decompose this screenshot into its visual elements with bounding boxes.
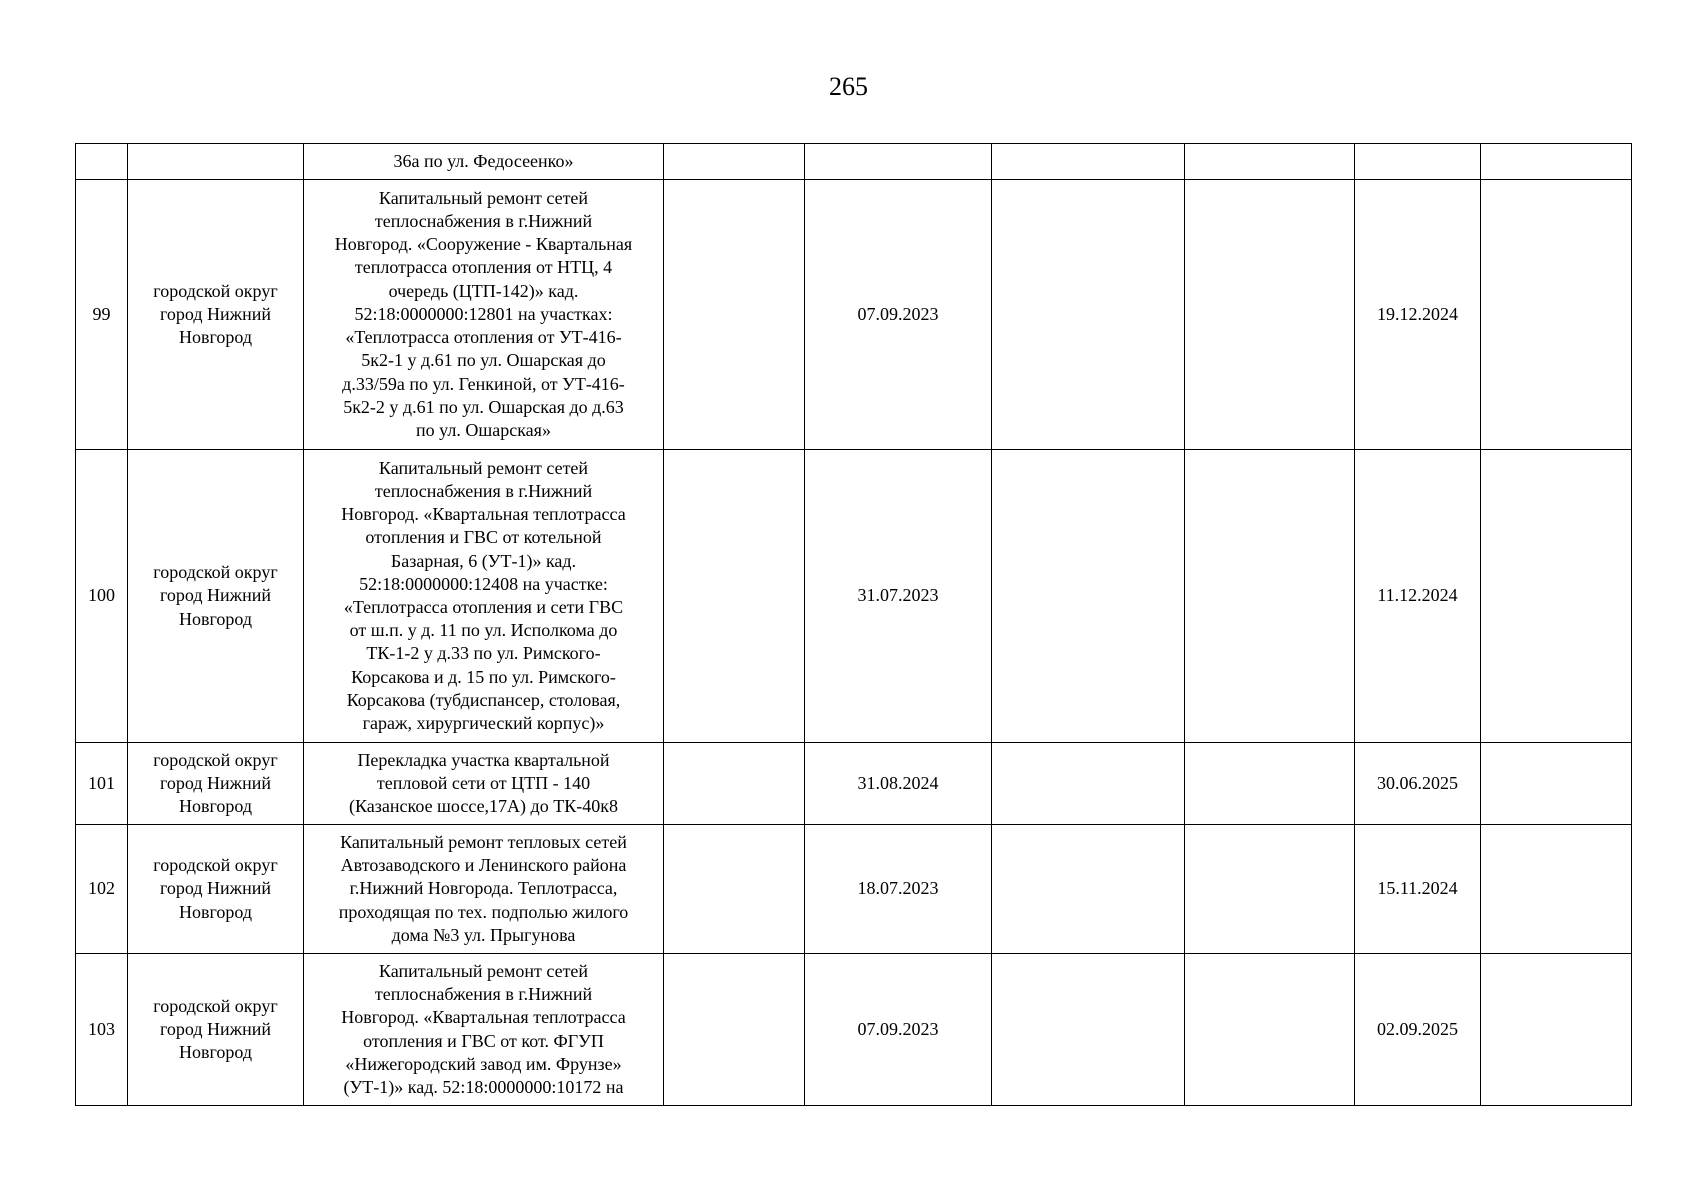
empty-cell	[1185, 180, 1355, 450]
empty-cell	[1185, 450, 1355, 743]
empty-cell	[1481, 144, 1632, 180]
description-cell: 36а по ул. Федосеенко»	[304, 144, 664, 180]
row-number-cell: 99	[76, 180, 128, 450]
empty-cell	[1481, 450, 1632, 743]
start-date-cell: 07.09.2023	[805, 180, 992, 450]
empty-cell	[664, 954, 805, 1106]
start-date-cell: 18.07.2023	[805, 825, 992, 954]
empty-cell	[664, 180, 805, 450]
empty-cell	[992, 743, 1185, 825]
table-row	[76, 825, 1632, 954]
row-number-cell: 103	[76, 954, 128, 1106]
table-row	[76, 180, 1632, 450]
empty-cell	[1481, 954, 1632, 1106]
start-date-cell: 31.07.2023	[805, 450, 992, 743]
table-row	[76, 144, 1632, 180]
end-date-cell: 15.11.2024	[1355, 825, 1481, 954]
empty-cell	[1185, 743, 1355, 825]
start-date-cell: 07.09.2023	[805, 954, 992, 1106]
end-date-cell: 19.12.2024	[1355, 180, 1481, 450]
region-cell: городской округ город Нижний Новгород	[128, 450, 304, 743]
page-number: 265	[829, 72, 868, 101]
empty-cell	[1185, 825, 1355, 954]
table-row	[76, 743, 1632, 825]
row-number-cell: 102	[76, 825, 128, 954]
empty-cell	[992, 954, 1185, 1106]
empty-cell	[1481, 825, 1632, 954]
description-cell: Капитальный ремонт сетей теплоснабжения в г.Нижний Новгород. «Сооружение - Квартальная теплотрасса отопления от НТЦ, 4 очередь (ЦТП-142)» кад. 52:18:0000000:12801 на участках: «Теплотрасса отопления от УТ-416- 5к2-1 у д.61 по ул. Ошарская до д.33/59а по ул. Генкиной, от УТ-416- 5к2-2 у д.61 по ул. Ошарская до д.63 по ул. Ошарская»	[304, 180, 664, 450]
region-cell	[128, 144, 304, 180]
start-date-cell	[805, 144, 992, 180]
empty-cell	[992, 825, 1185, 954]
description-cell: Капитальный ремонт сетей теплоснабжения в г.Нижний Новгород. «Квартальная теплотрасса отопления и ГВС от кот. ФГУП «Нижегородский завод им. Фрунзе» (УТ-1)» кад. 52:18:0000000:10172 на	[304, 954, 664, 1106]
start-date-cell: 31.08.2024	[805, 743, 992, 825]
region-cell: городской округ город Нижний Новгород	[128, 743, 304, 825]
empty-cell	[664, 450, 805, 743]
works-table	[75, 143, 1632, 1106]
empty-cell	[1481, 180, 1632, 450]
empty-cell	[1185, 144, 1355, 180]
row-number-cell: 100	[76, 450, 128, 743]
end-date-cell	[1355, 144, 1481, 180]
region-cell: городской округ город Нижний Новгород	[128, 180, 304, 450]
empty-cell	[992, 450, 1185, 743]
end-date-cell: 11.12.2024	[1355, 450, 1481, 743]
description-cell: Капитальный ремонт тепловых сетей Автозаводского и Ленинского района г.Нижний Новгорода. Теплотрасса, проходящая по тех. подполью жилого дома №3 ул. Прыгунова	[304, 825, 664, 954]
table-row	[76, 954, 1632, 1106]
table-row	[76, 450, 1632, 743]
row-number-cell: 101	[76, 743, 128, 825]
empty-cell	[664, 825, 805, 954]
end-date-cell: 02.09.2025	[1355, 954, 1481, 1106]
row-number-cell	[76, 144, 128, 180]
empty-cell	[992, 180, 1185, 450]
empty-cell	[664, 144, 805, 180]
end-date-cell: 30.06.2025	[1355, 743, 1481, 825]
description-cell: Перекладка участка квартальной тепловой сети от ЦТП - 140 (Казанское шоссе,17А) до ТК-40к8	[304, 743, 664, 825]
empty-cell	[992, 144, 1185, 180]
empty-cell	[1185, 954, 1355, 1106]
empty-cell	[664, 743, 805, 825]
description-cell: Капитальный ремонт сетей теплоснабжения в г.Нижний Новгород. «Квартальная теплотрасса отопления и ГВС от котельной Базарная, 6 (УТ-1)» кад. 52:18:0000000:12408 на участке: «Теплотрасса отопления и сети ГВС от ш.п. у д. 11 по ул. Исполкома до ТК-1-2 у д.33 по ул. Римского- Корсакова и д. 15 по ул. Римского- Корсакова (тубдиспансер, столовая, гараж, хирургический корпус)»	[304, 450, 664, 743]
region-cell: городской округ город Нижний Новгород	[128, 954, 304, 1106]
empty-cell	[1481, 743, 1632, 825]
region-cell: городской округ город Нижний Новгород	[128, 825, 304, 954]
